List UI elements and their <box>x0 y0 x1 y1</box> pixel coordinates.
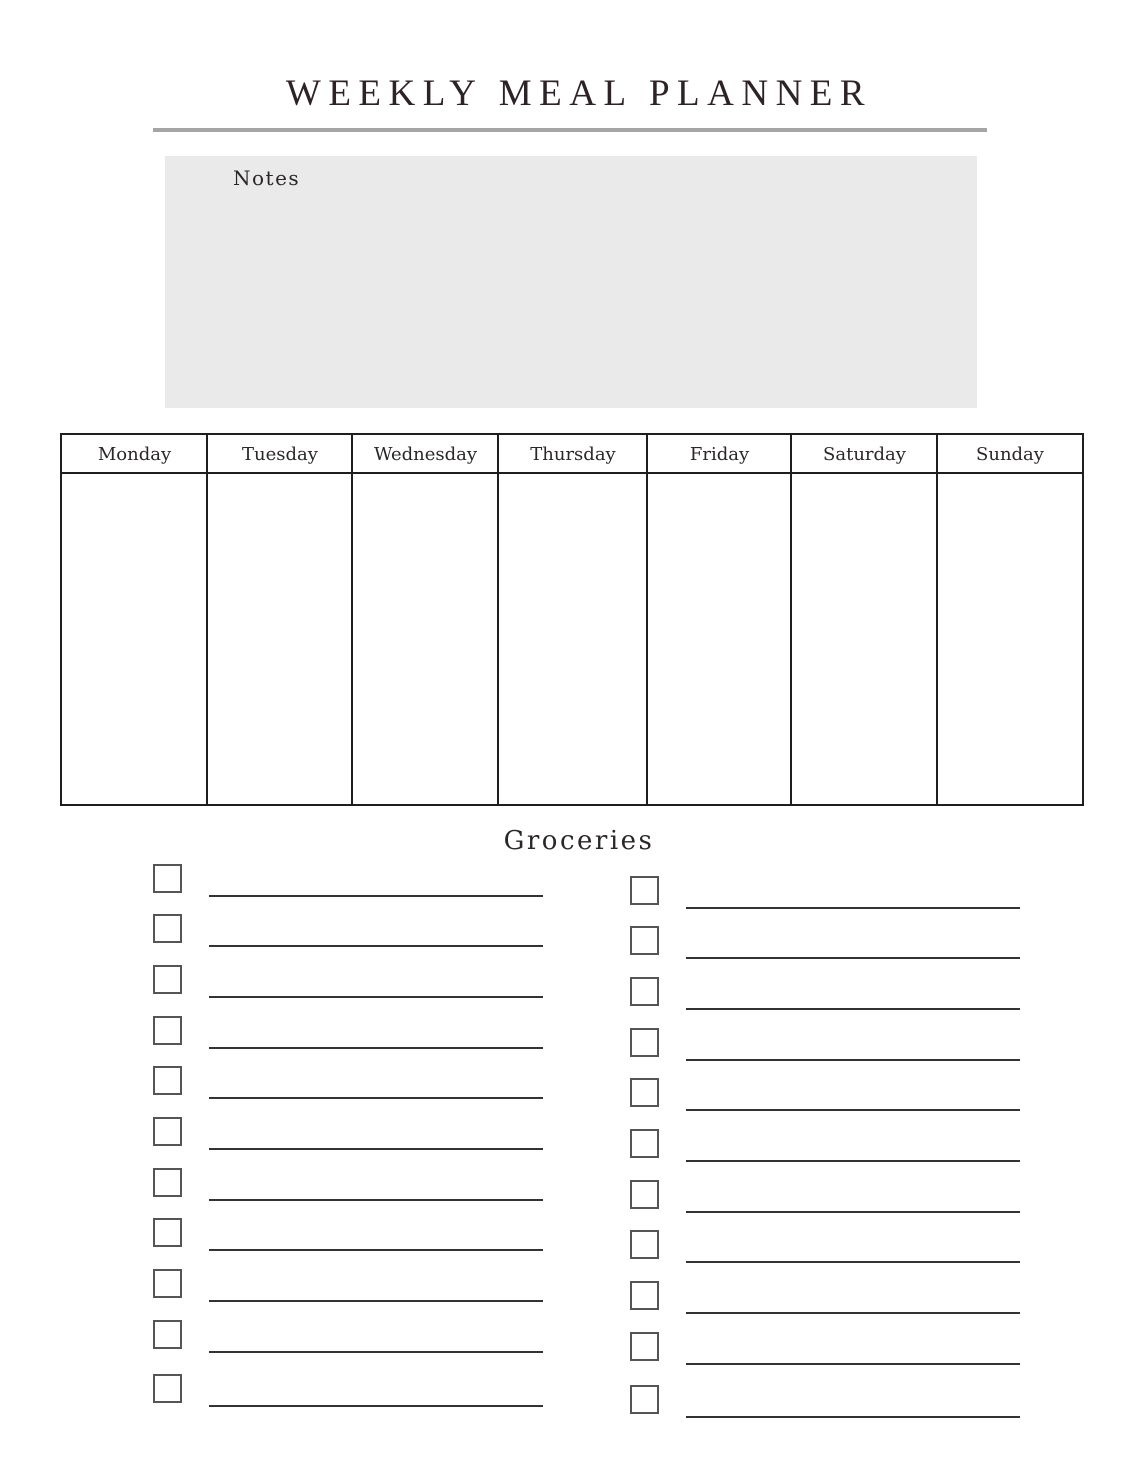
grocery-line[interactable] <box>686 1312 1020 1314</box>
grocery-item <box>630 1078 1030 1112</box>
grocery-checkbox[interactable] <box>630 876 659 905</box>
grocery-checkbox[interactable] <box>153 914 182 943</box>
title-divider <box>153 128 987 132</box>
grocery-line[interactable] <box>209 1199 543 1201</box>
grocery-item <box>630 1230 1030 1264</box>
grocery-line[interactable] <box>209 1351 543 1353</box>
grocery-line[interactable] <box>686 1109 1020 1111</box>
grocery-line[interactable] <box>209 996 543 998</box>
grocery-line[interactable] <box>686 1363 1020 1365</box>
day-cell-thursday[interactable] <box>499 474 647 804</box>
day-header-monday: Monday <box>62 435 207 474</box>
grocery-item <box>630 926 1030 960</box>
grocery-checkbox[interactable] <box>153 1016 182 1045</box>
day-column-saturday <box>790 435 937 804</box>
grocery-line[interactable] <box>209 895 543 897</box>
grocery-item <box>153 1320 553 1354</box>
day-column-tuesday <box>206 435 352 804</box>
grocery-checkbox[interactable] <box>153 1374 182 1403</box>
grocery-item <box>153 914 553 948</box>
grocery-item <box>630 977 1030 1011</box>
grocery-line[interactable] <box>686 1160 1020 1162</box>
grocery-line[interactable] <box>686 907 1020 909</box>
grocery-line[interactable] <box>686 1008 1020 1010</box>
grocery-item <box>153 1269 553 1303</box>
grocery-item <box>153 965 553 999</box>
grocery-item <box>630 1332 1030 1366</box>
grocery-checkbox[interactable] <box>153 1320 182 1349</box>
grocery-line[interactable] <box>686 1211 1020 1213</box>
grocery-item <box>630 1129 1030 1163</box>
grocery-item <box>630 1180 1030 1214</box>
day-header-wednesday: Wednesday <box>353 435 498 474</box>
grocery-checkbox[interactable] <box>153 1117 182 1146</box>
grocery-item <box>153 864 553 898</box>
grocery-checkbox[interactable] <box>153 965 182 994</box>
grocery-line[interactable] <box>209 1148 543 1150</box>
grocery-line[interactable] <box>686 957 1020 959</box>
day-cell-saturday[interactable] <box>792 474 937 804</box>
day-cell-wednesday[interactable] <box>353 474 498 804</box>
grocery-line[interactable] <box>686 1261 1020 1263</box>
grocery-checkbox[interactable] <box>630 1230 659 1259</box>
grocery-line[interactable] <box>209 1097 543 1099</box>
grocery-checkbox[interactable] <box>153 1269 182 1298</box>
day-header-thursday: Thursday <box>499 435 647 474</box>
day-column-thursday <box>497 435 647 804</box>
grocery-item <box>630 1028 1030 1062</box>
grocery-checkbox[interactable] <box>630 1129 659 1158</box>
grocery-item <box>630 1281 1030 1315</box>
day-header-sunday: Sunday <box>938 435 1082 474</box>
grocery-line[interactable] <box>209 1405 543 1407</box>
grocery-checkbox[interactable] <box>630 1028 659 1057</box>
day-header-saturday: Saturday <box>792 435 937 474</box>
grocery-item <box>630 876 1030 910</box>
grocery-checkbox[interactable] <box>153 1218 182 1247</box>
grocery-item <box>153 1117 553 1151</box>
day-column-wednesday <box>351 435 498 804</box>
grocery-checkbox[interactable] <box>153 1066 182 1095</box>
day-header-friday: Friday <box>648 435 791 474</box>
grocery-line[interactable] <box>209 945 543 947</box>
grocery-item <box>630 1385 1030 1419</box>
notes-box[interactable] <box>165 156 977 408</box>
grocery-checkbox[interactable] <box>630 1078 659 1107</box>
grocery-checkbox[interactable] <box>153 864 182 893</box>
day-cell-monday[interactable] <box>62 474 207 804</box>
notes-label: Notes <box>233 166 301 190</box>
grocery-checkbox[interactable] <box>630 1385 659 1414</box>
grocery-checkbox[interactable] <box>630 1281 659 1310</box>
grocery-item <box>153 1374 553 1408</box>
grocery-item <box>153 1066 553 1100</box>
grocery-checkbox[interactable] <box>153 1168 182 1197</box>
grocery-line[interactable] <box>686 1059 1020 1061</box>
day-column-friday <box>646 435 791 804</box>
day-column-sunday <box>936 435 1082 804</box>
grocery-checkbox[interactable] <box>630 977 659 1006</box>
grocery-item <box>153 1016 553 1050</box>
grocery-item <box>153 1218 553 1252</box>
page-title: WEEKLY MEAL PLANNER <box>285 73 873 114</box>
day-cell-sunday[interactable] <box>938 474 1082 804</box>
day-cell-tuesday[interactable] <box>208 474 352 804</box>
grocery-checkbox[interactable] <box>630 1332 659 1361</box>
grocery-checkbox[interactable] <box>630 1180 659 1209</box>
day-column-monday <box>62 435 207 804</box>
grocery-line[interactable] <box>209 1300 543 1302</box>
groceries-title: Groceries <box>503 826 655 856</box>
week-table <box>60 433 1084 806</box>
grocery-line[interactable] <box>686 1416 1020 1418</box>
grocery-line[interactable] <box>209 1047 543 1049</box>
day-cell-friday[interactable] <box>648 474 791 804</box>
grocery-line[interactable] <box>209 1249 543 1251</box>
grocery-item <box>153 1168 553 1202</box>
day-header-tuesday: Tuesday <box>208 435 352 474</box>
grocery-checkbox[interactable] <box>630 926 659 955</box>
